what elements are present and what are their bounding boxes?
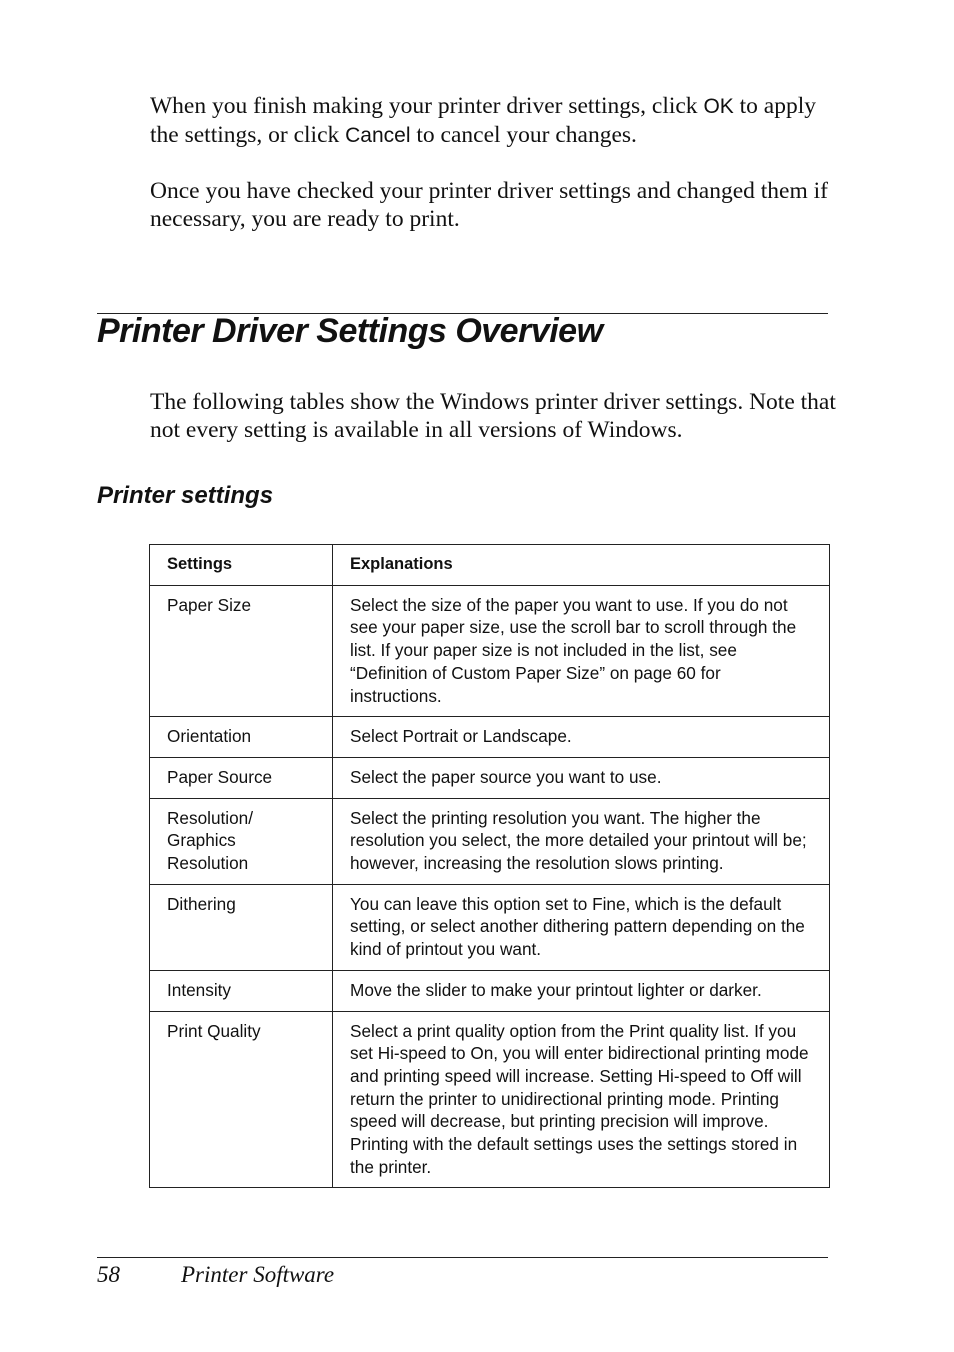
setting-name: Intensity (150, 970, 333, 1011)
intro-text-middle: to apply the settings, or click (150, 93, 817, 148)
table-header-row (150, 545, 830, 586)
setting-name: Resolution/ Graphics Resolution (150, 798, 333, 884)
setting-name: Paper Source (150, 757, 333, 798)
table-row (150, 717, 830, 758)
table-row (150, 1011, 830, 1188)
footer-chapter-title: Printer Software (181, 1262, 335, 1287)
intro-paragraph-1 (150, 92, 840, 150)
setting-name: Print Quality (150, 1011, 333, 1188)
table-row (150, 757, 830, 798)
setting-explanation: Move the slider to make your printout lighter or darker. (333, 970, 830, 1011)
setting-name: Paper Size (150, 585, 333, 717)
setting-name: Orientation (150, 717, 333, 758)
subsection-title: Printer settings (97, 482, 274, 509)
setting-explanation: You can leave this option set to Fine, which is the default setting, or select another dithering pattern depending on the kind of printout you want. (333, 884, 830, 970)
setting-explanation: Select a print quality option from the Print quality list. If you set Hi-speed to On, you will enter bidirectional printing mode and printing speed will increase. Setting Hi-speed to Off will return the printer to unidirectional printing mode. Printing speed will decrease, but printing precision will improve. Printing with the default settings uses the settings stored in the printer. (333, 1011, 830, 1188)
setting-explanation: Select the paper source you want to use. (333, 757, 830, 798)
header-settings: Settings (150, 545, 333, 586)
section-intro: The following tables show the Windows printer driver settings. Note that not every setting is available in all versions of Windows. (150, 389, 836, 443)
section-title: Printer Driver Settings Overview (97, 312, 603, 350)
page-number: 58 (97, 1262, 120, 1287)
header-explanations: Explanations (333, 545, 830, 586)
intro-text-before-ok: When you finish making your printer driver settings, click (150, 93, 704, 119)
table-row (150, 798, 830, 884)
ok-button-reference: OK (703, 95, 734, 118)
printer-settings-table (149, 544, 830, 1188)
table-row (150, 970, 830, 1011)
cancel-button-reference: Cancel (345, 124, 411, 147)
intro-paragraph-2: Once you have checked your printer driver settings and changed them if necessary, you are ready to print. (150, 178, 828, 232)
footer-divider (97, 1257, 828, 1258)
setting-explanation: Select the printing resolution you want. The higher the resolution you select, the more detailed your printout will be; however, increasing the resolution slows printing. (333, 798, 830, 884)
setting-name: Dithering (150, 884, 333, 970)
setting-explanation: Select the size of the paper you want to use. If you do not see your paper size, use the scroll bar to scroll through the list. If your paper size is not included in the list, see “Definition of Custom Paper Size” on page 60 for instructions. (333, 585, 830, 717)
table-row (150, 585, 830, 717)
setting-explanation: Select Portrait or Landscape. (333, 717, 830, 758)
intro-text-after-cancel: to cancel your changes. (410, 122, 637, 148)
table-row (150, 884, 830, 970)
